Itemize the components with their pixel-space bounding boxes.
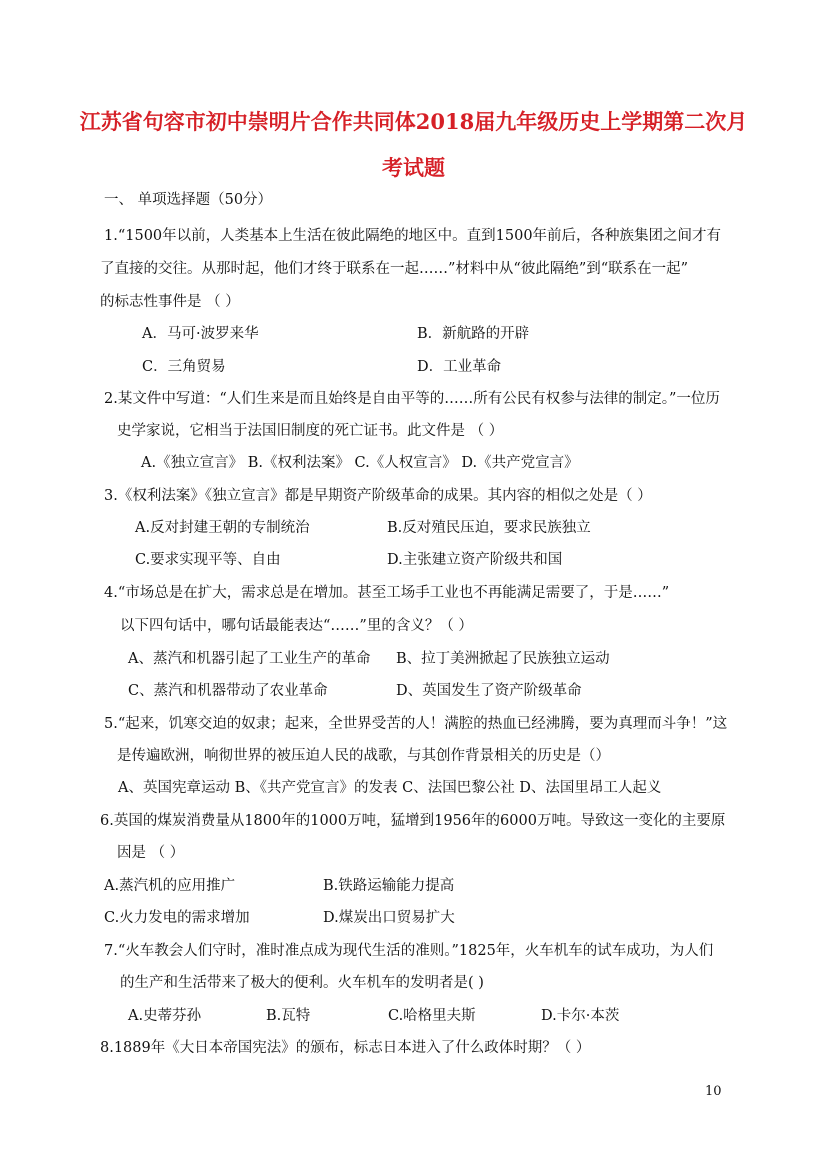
q2-options: A.《独立宣言》 B.《权利法案》 C.《人权宣言》 D.《共产党宣言》 xyxy=(141,455,579,471)
q3-option-b: B.反对殖民压迫，要求民族独立 xyxy=(387,520,591,536)
q6-option-d: D.煤炭出口贸易扩大 xyxy=(323,910,455,926)
q5-options: A、英国宪章运动 B、《共产党宣言》的发表 C、法国巴黎公社 D、法国里昂工人起义 xyxy=(118,780,662,796)
q6-option-a: A.蒸汽机的应用推广 xyxy=(104,878,236,894)
q6-line-1: 6.英国的煤炭消费量从1800年的1000万吨，猛增到1956年的6000万吨。导致这一变化的主要原 xyxy=(100,813,726,829)
q7-option-d: D.卡尔·本茨 xyxy=(541,1008,620,1024)
page-number: 10 xyxy=(705,1084,722,1099)
q2-line-2: 史学家说，它相当于法国旧制度的死亡证书。此文件是 （ ） xyxy=(117,423,504,439)
q6-line-2: 因是 （ ） xyxy=(117,845,185,861)
document-title-line-2: 考试题 xyxy=(382,155,445,180)
q1-option-c: C．三角贸易 xyxy=(142,359,226,375)
q4-line-1: 4.“市场总是在扩大，需求总是在增加。甚至工场手工业也不再能满足需要了，于是……” xyxy=(104,585,670,601)
q1-line-2: 了直接的交往。从那时起，他们才终于联系在一起……”材料中从“彼此隔绝”到“联系在一起” xyxy=(100,261,689,277)
document-title-line-1: 江苏省句容市初中崇明片合作共同体2018届九年级历史上学期第二次月 xyxy=(79,109,748,134)
q4-line-2: 以下四句话中，哪句话最能表达“……”里的含义？（ ） xyxy=(120,618,473,634)
q7-line-2: 的生产和生活带来了极大的便利。火车机车的发明者是( ) xyxy=(120,975,484,991)
q3-line-1: 3.《权利法案》《独立宣言》都是早期资产阶级革命的成果。其内容的相似之处是（ ） xyxy=(104,488,652,504)
q3-option-c: C.要求实现平等、自由 xyxy=(135,552,281,568)
q1-option-d: D．工业革命 xyxy=(417,359,502,375)
q4-option-b: B、拉丁美洲掀起了民族独立运动 xyxy=(396,651,610,667)
q7-option-c: C.哈格里夫斯 xyxy=(388,1008,476,1024)
q7-option-a: A.史蒂芬孙 xyxy=(128,1008,202,1024)
q1-line-3: 的标志性事件是 （ ） xyxy=(100,294,240,310)
q4-option-c: C、蒸汽和机器带动了农业革命 xyxy=(128,683,328,699)
q3-option-a: A.反对封建王朝的专制统治 xyxy=(135,520,310,536)
q8-line-1: 8.1889年《大日本帝国宪法》的颁布，标志日本进入了什么政体时期？（ ） xyxy=(100,1040,591,1056)
q7-option-b: B.瓦特 xyxy=(266,1008,311,1024)
q6-option-c: C.火力发电的需求增加 xyxy=(104,910,250,926)
q2-line-1: 2.某文件中写道：“人们生来是而且始终是自由平等的……所有公民有权参与法律的制定。”一位历 xyxy=(104,391,720,407)
q6-option-b: B.铁路运输能力提高 xyxy=(323,878,455,894)
q1-option-b: B．新航路的开辟 xyxy=(417,326,530,342)
q5-line-1: 5.“起来，饥寒交迫的奴隶；起来，全世界受苦的人！满腔的热血已经沸腾，要为真理而斗争！”这 xyxy=(104,716,728,732)
q4-option-d: D、英国发生了资产阶级革命 xyxy=(396,683,582,699)
q1-line-1: 1.“1500年以前，人类基本上生活在彼此隔绝的地区中。直到1500年前后，各种族集团之间才有 xyxy=(104,228,722,244)
section-heading: 一、 单项选择题（50分） xyxy=(104,192,273,208)
q5-line-2: 是传遍欧洲，响彻世界的被压迫人民的战歌，与其创作背景相关的历史是（） xyxy=(117,748,610,764)
q7-line-1: 7.“火车教会人们守时，准时准点成为现代生活的准则。”1825年，火车机车的试车成功，为人们 xyxy=(104,943,714,959)
q4-option-a: A、蒸汽和机器引起了工业生产的革命 xyxy=(128,651,371,667)
q1-option-a: A．马可·波罗来华 xyxy=(142,326,259,342)
q3-option-d: D.主张建立资产阶级共和国 xyxy=(387,552,563,568)
